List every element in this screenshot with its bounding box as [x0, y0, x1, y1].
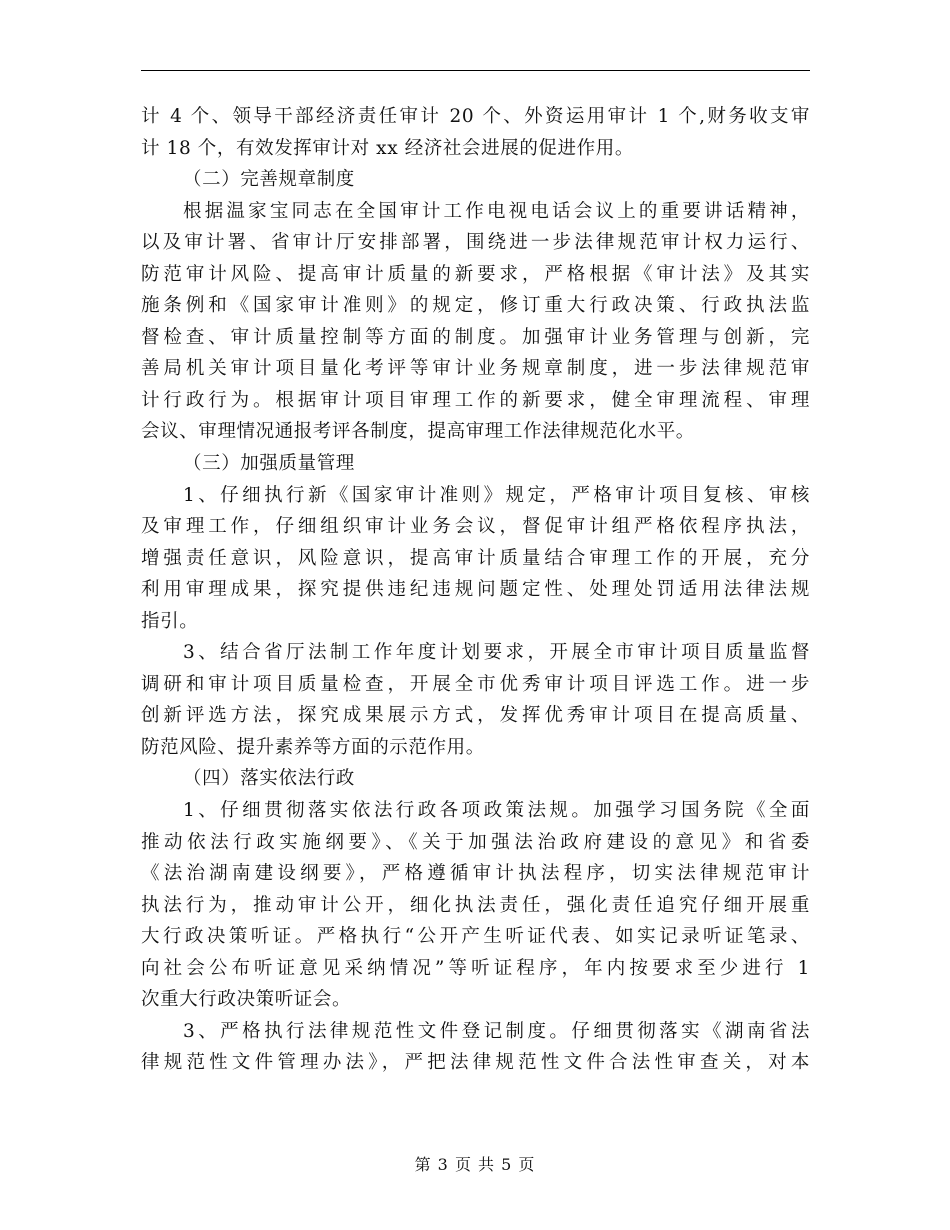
text-line: 善局机关审计项目量化考评等审计业务规章制度，进一步法律规范审: [141, 358, 810, 380]
section-heading: （二）完善规章制度: [183, 169, 355, 191]
text-line: 《法治湖南建设纲要》，严格遵循审计执法程序，切实法律规范审计: [141, 863, 810, 885]
text-line: 1、仔细贯彻落实依法行政各项政策法规。加强学习国务院《全面: [183, 800, 810, 822]
text-line: 利用审理成果，探究提供违纪违规问题定性、处理处罚适用法律法规: [141, 579, 810, 601]
text-line: 及审理工作，仔细组织审计业务会议，督促审计组严格依程序执法，: [141, 516, 810, 538]
text-line: 增强责任意识，风险意识，提高审计质量结合审理工作的开展，充分: [141, 547, 810, 569]
text-line: 次重大行政决策听证会。: [141, 989, 352, 1011]
text-line: 向社会公布听证意见采纳情况”等听证程序，年内按要求至少进行 1: [141, 957, 810, 979]
text-line: 指引。: [141, 610, 199, 632]
header-rule: [141, 70, 810, 71]
text-line: 以及审计署、省审计厅安排部署，围绕进一步法律规范审计权力运行、: [141, 232, 810, 254]
text-line: 律规范性文件管理办法》，严把法律规范性文件合法性审查关，对本: [141, 1052, 810, 1074]
text-line: 大行政决策听证。严格执行“公开产生听证代表、如实记录听证笔录、: [141, 926, 810, 948]
text-line: 督检查、审计质量控制等方面的制度。加强审计业务管理与创新，完: [141, 326, 810, 348]
text-line: 根据温家宝同志在全国审计工作电视电话会议上的重要讲话精神，: [183, 200, 810, 222]
text-line: 计 4 个、领导干部经济责任审计 20 个、外资运用审计 1 个,财务收支审: [141, 106, 810, 127]
text-line: 执法行为，推动审计公开，细化执法责任，强化责任追究仔细开展重: [141, 894, 810, 916]
text-line: 计行政行为。根据审计项目审理工作的新要求，健全审理流程、审理: [141, 389, 810, 411]
text-line: 施条例和《国家审计准则》的规定，修订重大行政决策、行政执法监: [141, 295, 810, 317]
text-line: 1、仔细执行新《国家审计准则》规定，严格审计项目复核、审核: [183, 484, 810, 506]
section-heading: （四）落实依法行政: [183, 768, 355, 790]
page-number-footer: 第 3 页 共 5 页: [414, 1155, 536, 1174]
text-line: 计 18 个，有效发挥审计对 xx 经济社会进展的促进作用。: [141, 137, 634, 159]
text-line: 3、结合省厅法制工作年度计划要求，开展全市审计项目质量监督: [183, 642, 810, 664]
document-body: [141, 101, 810, 1079]
text-line: 防范审计风险、提高审计质量的新要求，严格根据《审计法》及其实: [141, 263, 810, 285]
text-line: 创新评选方法，探究成果展示方式，发挥优秀审计项目在提高质量、: [141, 705, 810, 727]
text-line: 防范风险、提升素养等方面的示范作用。: [141, 736, 485, 758]
text-line: 3、严格执行法律规范性文件登记制度。仔细贯彻落实《湖南省法: [183, 1020, 810, 1042]
text-line: 会议、审理情况通报考评各制度，提高审理工作法律规范化水平。: [141, 421, 695, 443]
text-line: 推动依法行政实施纲要》、《关于加强法治政府建设的意见》和省委: [141, 831, 810, 853]
text-line: 调研和审计项目质量检查，开展全市优秀审计项目评选工作。进一步: [141, 673, 810, 695]
section-heading: （三）加强质量管理: [183, 453, 355, 475]
